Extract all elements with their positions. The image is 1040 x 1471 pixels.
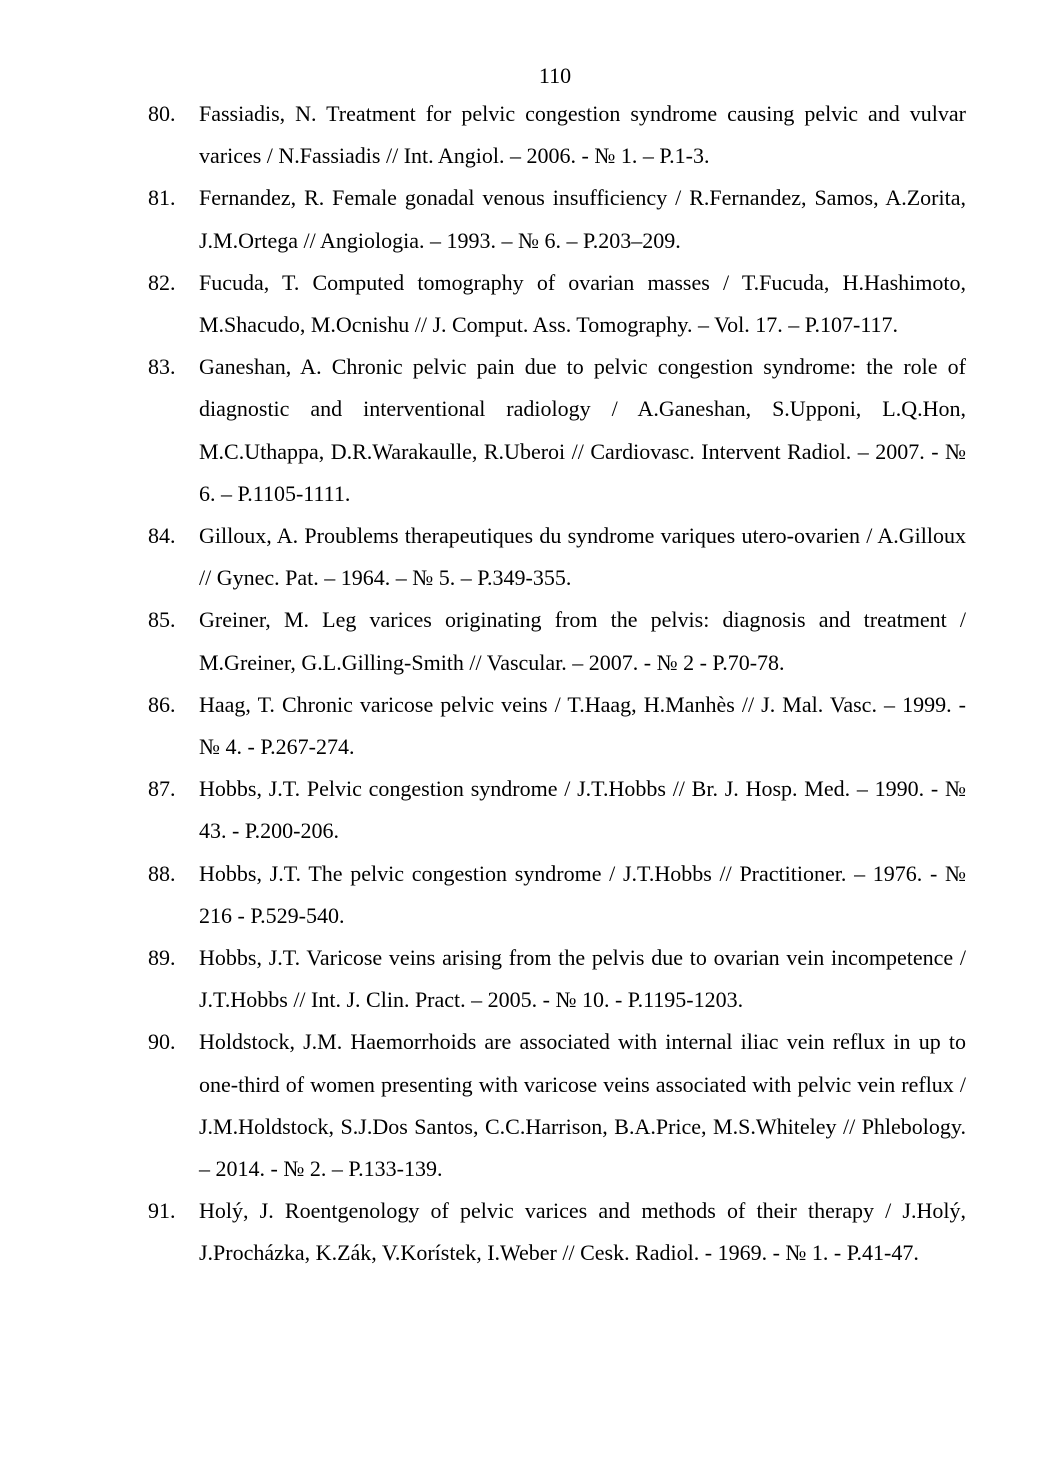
reference-text: Holdstock, J.M. Haemorrhoids are associated with internal iliac vein reflux in up to one-third of women presenting with varicose veins associated with pelvic vein reflux / J.M.Holdstock, S.J.Dos Santos, C.C.Harrison, B.A.Price, M.S.Whiteley // Phlebology. – 2014. - № 2. – P.133-139. xyxy=(199,1029,966,1182)
reference-item xyxy=(148,684,966,768)
reference-number: 81. xyxy=(148,185,176,211)
reference-item xyxy=(148,853,966,937)
reference-number: 86. xyxy=(148,691,176,717)
reference-text: Ganeshan, A. Chronic pelvic pain due to pelvic congestion syndrome: the role of diagnostic and interventional radiology / A.Ganeshan, S.Upponi, L.Q.Hon, M.C.Uthappa, D.R.Warakaulle, R.Uberoi // Cardiovasc. Intervent Radiol. – 2007. - № 6. – P.1105-1111. xyxy=(199,354,966,506)
reference-number: 82. xyxy=(148,269,176,295)
reference-item xyxy=(148,1021,966,1190)
reference-text: Haag, T. Chronic varicose pelvic veins / T.Haag, H.Manhès // J. Mal. Vasc. – 1999. - № 4. - P.267-274. xyxy=(199,691,966,760)
reference-list xyxy=(148,93,966,1275)
reference-number: 87. xyxy=(148,776,176,802)
reference-text: Hobbs, J.T. Pelvic congestion syndrome / J.T.Hobbs // Br. J. Hosp. Med. – 1990. - № 43. - P.200-206. xyxy=(199,776,966,844)
reference-text: Hobbs, J.T. Varicose veins arising from the pelvis due to ovarian vein incompetence / J.T.Hobbs // Int. J. Clin. Pract. – 2005. - № 10. - P.1195-1203. xyxy=(199,945,966,1013)
reference-text: Gilloux, A. Proublems therapeutiques du syndrome variques utero-ovarien / A.Gilloux // Gynec. Pat. – 1964. – № 5. – P.349-355. xyxy=(199,523,966,591)
reference-number: 89. xyxy=(148,945,176,971)
reference-number: 90. xyxy=(148,1029,176,1055)
reference-number: 84. xyxy=(148,523,176,549)
reference-item xyxy=(148,515,966,599)
reference-item xyxy=(148,599,966,683)
reference-number: 88. xyxy=(148,860,176,886)
page-number: 110 xyxy=(538,63,572,88)
reference-text: Holý, J. Roentgenology of pelvic varices and methods of their therapy / J.Holý, J.Procházka, K.Zák, V.Korístek, I.Weber // Cesk. Radiol. - 1969. - № 1. - P.41-47. xyxy=(199,1198,966,1266)
reference-number: 80. xyxy=(148,101,176,126)
reference-text: Fucuda, T. Computed tomography of ovarian masses / T.Fucuda, H.Hashimoto, M.Shacudo, M.Ocnishu // J. Comput. Ass. Tomography. – Vol. 17. – P.107-117. xyxy=(199,269,966,338)
reference-item xyxy=(148,262,966,346)
reference-item xyxy=(148,177,966,261)
reference-number: 85. xyxy=(148,607,176,633)
reference-item xyxy=(148,768,966,852)
reference-text: Fernandez, R. Female gonadal venous insufficiency / R.Fernandez, Samos, A.Zorita, J.M.Ortega // Angiologia. – 1993. – № 6. – P.203–209. xyxy=(199,185,966,253)
reference-number: 91. xyxy=(148,1198,176,1224)
reference-text: Greiner, M. Leg varices originating from the pelvis: diagnosis and treatment / M.Greiner, G.L.Gilling-Smith // Vascular. – 2007. - № 2 - P.70-78. xyxy=(199,607,966,675)
reference-item xyxy=(148,93,966,177)
reference-number: 83. xyxy=(148,354,176,380)
reference-text: Hobbs, J.T. The pelvic congestion syndrome / J.T.Hobbs // Practitioner. – 1976. - № 216 - P.529-540. xyxy=(199,860,966,928)
reference-item xyxy=(148,346,966,515)
reference-item xyxy=(148,937,966,1021)
reference-item xyxy=(148,1190,966,1274)
reference-text: Fassiadis, N. Treatment for pelvic congestion syndrome causing pelvic and vulvar varices / N.Fassiadis // Int. Angiol. – 2006. - № 1. – P.1-3. xyxy=(199,101,966,169)
